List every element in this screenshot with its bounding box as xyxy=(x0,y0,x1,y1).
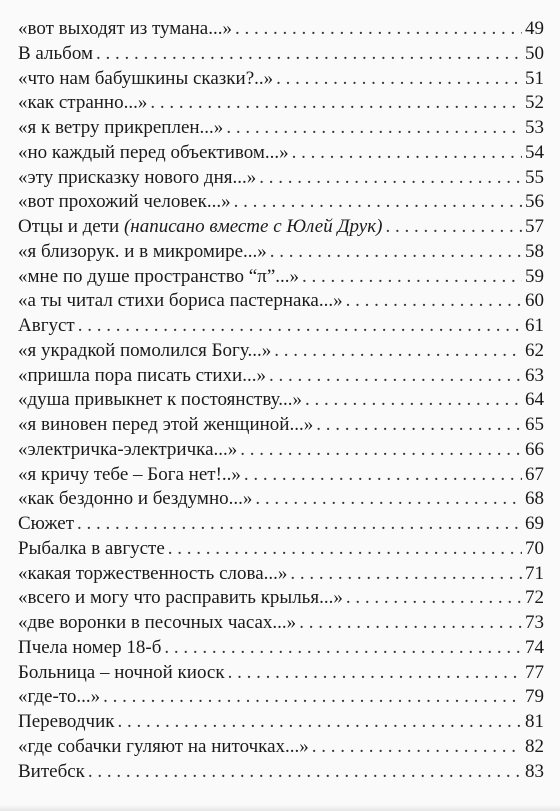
page-number: 64 xyxy=(525,389,544,411)
page-number: 77 xyxy=(525,661,544,683)
toc-entry xyxy=(18,512,544,537)
entry-title-text: Отцы и дети xyxy=(18,216,124,237)
entry-title xyxy=(18,438,237,463)
toc-entry xyxy=(18,388,544,413)
page-number: 70 xyxy=(525,537,544,559)
dot-leader xyxy=(346,586,522,611)
toc-entry xyxy=(18,487,544,512)
entry-title xyxy=(18,661,225,686)
entry-title-text: «вот выходят из тумана...» xyxy=(18,18,232,39)
dot-leader xyxy=(150,91,522,116)
entry-title-text: Август xyxy=(18,315,75,336)
dot-leader xyxy=(96,42,522,67)
toc-entry xyxy=(18,215,544,240)
entry-title-text: «я украдкой помолился Богу...» xyxy=(18,339,272,361)
page-number: 73 xyxy=(525,612,544,633)
table-of-contents xyxy=(18,17,544,784)
dot-leader xyxy=(118,710,522,735)
entry-title-text: «но каждый перед объективом...» xyxy=(18,141,289,163)
entry-title-text: Больница – ночной киоск xyxy=(18,661,225,683)
dot-leader xyxy=(269,364,522,389)
entry-title xyxy=(18,314,75,339)
toc-entry xyxy=(18,141,544,166)
toc-entry xyxy=(18,661,544,686)
entry-title-text: Рыбалка в августе xyxy=(18,537,165,559)
page-number: 56 xyxy=(525,191,544,213)
entry-title xyxy=(18,240,267,265)
entry-title xyxy=(18,67,273,92)
toc-entry xyxy=(18,438,544,463)
page-number: 72 xyxy=(525,587,544,609)
entry-title-text: «я к ветру прикреплен...» xyxy=(18,117,224,138)
dot-leader xyxy=(103,685,522,710)
toc-entry xyxy=(18,413,544,438)
dot-leader xyxy=(274,339,522,364)
toc-entry xyxy=(18,314,544,339)
toc-entry xyxy=(18,166,544,191)
page-number: 54 xyxy=(525,141,544,163)
page-number: 82 xyxy=(525,735,544,757)
entry-note: (написано вместе с Юлей Друк) xyxy=(123,216,383,237)
toc-entry xyxy=(18,364,544,389)
toc-entry xyxy=(18,42,544,67)
entry-title-text: «что нам бабушкины сказки?..» xyxy=(18,67,274,89)
entry-title-text: Переводчик xyxy=(18,711,115,732)
dot-leader xyxy=(168,537,522,562)
toc-entry xyxy=(18,735,544,760)
entry-title-text: «какая торжественность слова...» xyxy=(18,562,288,584)
toc-entry xyxy=(18,67,544,92)
toc-entry xyxy=(18,636,544,661)
entry-title xyxy=(18,636,161,661)
page-edge xyxy=(0,805,560,811)
toc-entry xyxy=(18,760,544,785)
entry-title-text: «электричка-электричка...» xyxy=(18,438,238,460)
page-number: 61 xyxy=(525,315,544,336)
entry-title-text: «мне по душе пространство “π”...» xyxy=(18,265,300,287)
entry-title xyxy=(18,17,232,42)
page-number: 52 xyxy=(525,92,544,114)
entry-title-text: «эту присказку нового дня...» xyxy=(18,166,257,188)
entry-title-text: «а ты читал стихи бориса пастернака...» xyxy=(18,290,343,312)
entry-title xyxy=(18,289,343,314)
entry-title xyxy=(18,487,252,512)
entry-title xyxy=(18,611,296,636)
toc-entry xyxy=(18,116,544,141)
entry-title xyxy=(18,537,165,562)
page-number: 63 xyxy=(525,364,544,386)
toc-entry xyxy=(18,91,544,116)
entry-title xyxy=(18,215,382,240)
entry-title-text: Пчела номер 18-б xyxy=(18,636,162,658)
entry-title xyxy=(18,166,256,191)
entry-title-text: «я близорук. и в микромире...» xyxy=(18,240,267,262)
entry-title xyxy=(18,685,100,710)
dot-leader xyxy=(305,388,522,413)
entry-title xyxy=(18,339,271,364)
dot-leader xyxy=(77,512,522,537)
dot-leader xyxy=(292,141,522,166)
dot-leader xyxy=(78,314,522,339)
dot-leader xyxy=(259,166,522,191)
page-number: 58 xyxy=(525,240,544,262)
toc-entry xyxy=(18,240,544,265)
entry-title-text: «где-то...» xyxy=(18,686,101,708)
dot-leader xyxy=(244,463,522,488)
dot-leader xyxy=(276,67,522,92)
page-number: 49 xyxy=(525,18,544,39)
entry-title xyxy=(18,42,93,67)
entry-title xyxy=(18,388,302,413)
entry-title xyxy=(18,116,223,141)
page-number: 51 xyxy=(525,67,544,89)
entry-title xyxy=(18,265,299,290)
page-number: 81 xyxy=(525,711,544,732)
entry-title-text: В альбом xyxy=(18,42,93,64)
page-number: 79 xyxy=(525,686,544,708)
entry-title xyxy=(18,463,241,488)
page-number: 55 xyxy=(525,166,544,188)
entry-title-text: «я кричу тебе – Бога нет!..» xyxy=(18,463,241,485)
page-number: 62 xyxy=(525,339,544,361)
entry-title xyxy=(18,586,343,611)
entry-title-text: «пришла пора писать стихи...» xyxy=(18,364,266,386)
entry-title-text: Сюжет xyxy=(18,513,75,534)
toc-entry xyxy=(18,611,544,636)
page-number: 68 xyxy=(525,488,544,510)
dot-leader xyxy=(88,760,522,785)
toc-entry xyxy=(18,562,544,587)
entry-title xyxy=(18,364,266,389)
page-number: 57 xyxy=(525,216,544,237)
entry-title-text: «всего и могу что расправить крылья...» xyxy=(18,587,343,609)
page-number: 67 xyxy=(525,463,544,485)
entry-title xyxy=(18,562,287,587)
toc-entry xyxy=(18,17,544,42)
dot-leader xyxy=(164,636,522,661)
page-number: 65 xyxy=(525,414,544,435)
entry-title-text: «я виновен перед этой женщиной...» xyxy=(18,414,314,435)
entry-title-text: «две воронки в песочных часах...» xyxy=(18,612,297,633)
entry-title-text: «как бездонно и бездумно...» xyxy=(18,488,253,510)
page-number: 59 xyxy=(525,265,544,287)
page-number: 83 xyxy=(525,760,544,782)
entry-title xyxy=(18,141,289,166)
entry-title xyxy=(18,190,231,215)
dot-leader xyxy=(316,413,522,438)
entry-title xyxy=(18,735,309,760)
dot-leader xyxy=(302,265,522,290)
dot-leader xyxy=(240,438,522,463)
dot-leader xyxy=(234,190,522,215)
page-number: 53 xyxy=(525,117,544,138)
toc-entry xyxy=(18,537,544,562)
entry-title xyxy=(18,710,115,735)
toc-entry xyxy=(18,685,544,710)
dot-leader xyxy=(312,735,522,760)
page-number: 71 xyxy=(525,562,544,584)
page-number: 74 xyxy=(525,636,544,658)
page-number: 66 xyxy=(525,438,544,460)
entry-title xyxy=(18,760,85,785)
entry-title xyxy=(18,91,147,116)
dot-leader xyxy=(226,116,522,141)
toc-entry xyxy=(18,586,544,611)
toc-entry xyxy=(18,339,544,364)
dot-leader xyxy=(270,240,522,265)
dot-leader xyxy=(228,661,522,686)
dot-leader xyxy=(299,611,522,636)
entry-title xyxy=(18,512,74,537)
toc-entry xyxy=(18,265,544,290)
toc-entry xyxy=(18,463,544,488)
dot-leader xyxy=(346,289,522,314)
dot-leader xyxy=(255,487,522,512)
toc-entry xyxy=(18,190,544,215)
entry-title-text: «вот прохожий человек...» xyxy=(18,191,231,213)
entry-title-text: «как странно...» xyxy=(18,92,148,114)
page-number: 50 xyxy=(525,42,544,64)
entry-title-text: «где собачки гуляют на ниточках...» xyxy=(18,735,309,757)
dot-leader xyxy=(290,562,522,587)
page-number: 60 xyxy=(525,290,544,312)
dot-leader xyxy=(235,17,522,42)
entry-title-text: Витебск xyxy=(18,760,85,782)
toc-entry xyxy=(18,710,544,735)
entry-title xyxy=(18,413,313,438)
page-number: 69 xyxy=(525,513,544,534)
dot-leader xyxy=(385,215,522,240)
toc-entry xyxy=(18,289,544,314)
entry-title-text: «душа привыкнет к постоянству...» xyxy=(18,389,302,411)
